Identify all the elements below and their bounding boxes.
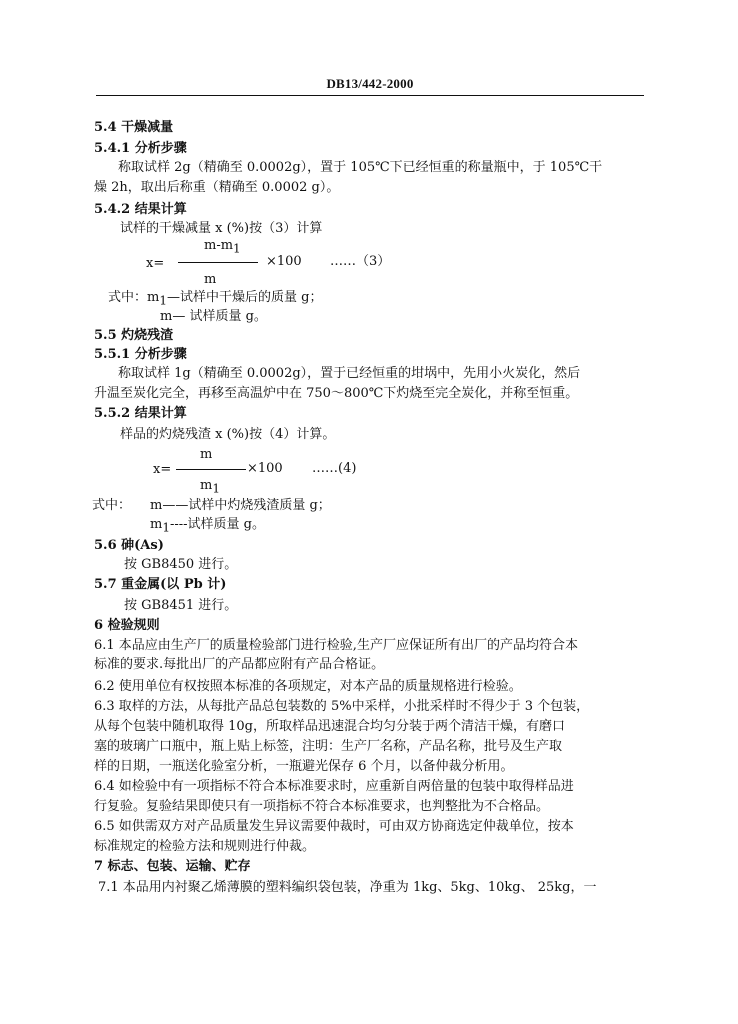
section-5-6-title: 5.6 砷(As) [94,538,164,553]
formula-3-where-prefix: 式中： [108,290,148,305]
formula-4-fraction-bar [176,469,246,470]
section-6-5-line1: 6.5 如供需双方对产品质量发生异议需要仲裁时，可由双方协商选定仲裁单位，按本 [94,819,574,834]
section-6-2: 6.2 使用单位有权按照本标准的各项规定，对本产品的质量规格进行检验。 [94,679,522,694]
formula-4-denominator [200,478,220,497]
section-6-3-line4: 样的日期，一瓶送化验室分析，一瓶避光保存 6 个月，以备仲裁分析用。 [94,759,514,774]
section-5-4-1-para-line2: 燥 2h，取出后称重（精确至 0.0002 g）。 [94,180,340,195]
formula-3-numerator-sub: 1 [233,241,241,256]
section-6-1-line2: 标准的要求.每批出厂的产品都应附有产品合格证。 [94,657,385,672]
formula-4-where-line1: m——试样中灼烧残渣质量 g； [150,498,331,513]
section-5-5-2-title: 5.5.2 结果计算 [94,406,187,421]
document-number: DB13/442-2000 [326,76,414,91]
formula-3-where1-symbol: m [147,290,160,305]
section-6-3-line1: 6.3 取样的方法，从每批产品总包装数的 5%中采样，小批采样时不得少于 3 个包装， [94,699,590,714]
formula-4-times: ×100 [247,461,283,476]
section-7-title: 7 标志、包装、运输、贮存 [94,859,251,874]
formula-3-numerator-text: m-m [204,238,234,253]
section-6-5-line2: 标准规定的检验方法和规则进行仲裁。 [94,839,316,854]
formula-4-denominator-sub: 1 [212,481,220,496]
formula-3-where-line2: m— 试样质量 g。 [160,309,267,324]
section-5-5-2-intro: 样品的灼烧残渣 x (%)按（4）计算。 [120,427,336,442]
section-5-7-title: 5.7 重金属(以 Pb 计) [94,577,227,592]
formula-3-times: ×100 [266,254,302,269]
section-5-7-text: 按 GB8451 进行。 [124,598,238,613]
formula-4-where2-symbol: m [150,517,163,532]
formula-3-denominator: m [204,272,217,287]
section-5-5-title: 5.5 灼烧残渣 [94,328,174,343]
section-5-4-2-title: 5.4.2 结果计算 [94,202,187,217]
section-7-1-line1: 7.1 本品用内衬聚乙烯薄膜的塑料编织袋包装，净重为 1kg、5kg、10kg、 25kg，一 [98,880,597,895]
section-5-5-1-para-line2: 升温至炭化完全，再移至高温炉中在 750～800℃下灼烧至完全炭化，并称至恒重。 [94,386,579,401]
formula-4-where2-text: ----试样质量 g。 [169,517,265,532]
section-6-1-line1: 6.1 本品应由生产厂的质量检验部门进行检验,生产厂应保证所有出厂的产品均符合本 [94,638,578,653]
section-5-4-2-intro: 试样的干燥减量 x (%)按（3）计算 [120,221,323,236]
section-5-5-1-title: 5.5.1 分析步骤 [94,347,187,362]
section-6-4-line2: 行复验。复验结果即使只有一项指标不符合本标准要求，也判整批为不合格品。 [94,799,550,814]
header-rule [96,95,644,96]
formula-3-fraction-bar [178,262,258,263]
formula-4-denominator-text: m [200,478,213,493]
formula-4-where-prefix: 式中： [92,498,132,513]
section-6-3-line3: 塞的玻璃广口瓶中，瓶上贴上标签，注明：生产厂名称，产品名称，批号及生产取 [94,739,563,754]
formula-4-lhs: x= [153,462,172,477]
section-5-6-text: 按 GB8450 进行。 [124,557,238,572]
section-6-title: 6 检验规则 [94,618,160,633]
formula-3-where1-text: —试样中干燥后的质量 g； [166,290,323,305]
section-5-4-1-title: 5.4.1 分析步骤 [94,141,187,156]
formula-3-where1-sub: 1 [159,293,167,308]
formula-4-where2-sub: 1 [162,520,170,535]
formula-4-where-line2 [150,517,265,536]
section-5-4-title: 5.4 干燥减量 [94,120,174,135]
section-6-4-line1: 6.4 如检验中有一项指标不符合本标准要求时，应重新自两倍量的包装中取得样品进 [94,779,574,794]
section-5-5-1-para-line1: 称取试样 1g（精确至 0.0002g），置于已经恒重的坩埚中，先用小火炭化，然后 [118,366,581,381]
formula-3-where-line1 [108,290,322,309]
section-5-4-1-para-line1: 称取试样 2g（精确至 0.0002g），置于 105℃下已经恒重的称量瓶中，于 105℃干 [118,160,603,175]
formula-3-lhs: x= [146,256,165,271]
formula-4-equation-number: ……(4) [312,461,357,476]
formula-4-numerator: m [200,447,213,462]
formula-3-equation-number: ……（3） [330,254,391,269]
section-6-3-line2: 从每个包装中随机取得 10g，所取样品迅速混合均匀分装于两个清洁干燥，有磨口 [94,719,565,734]
formula-3-numerator [204,238,241,257]
